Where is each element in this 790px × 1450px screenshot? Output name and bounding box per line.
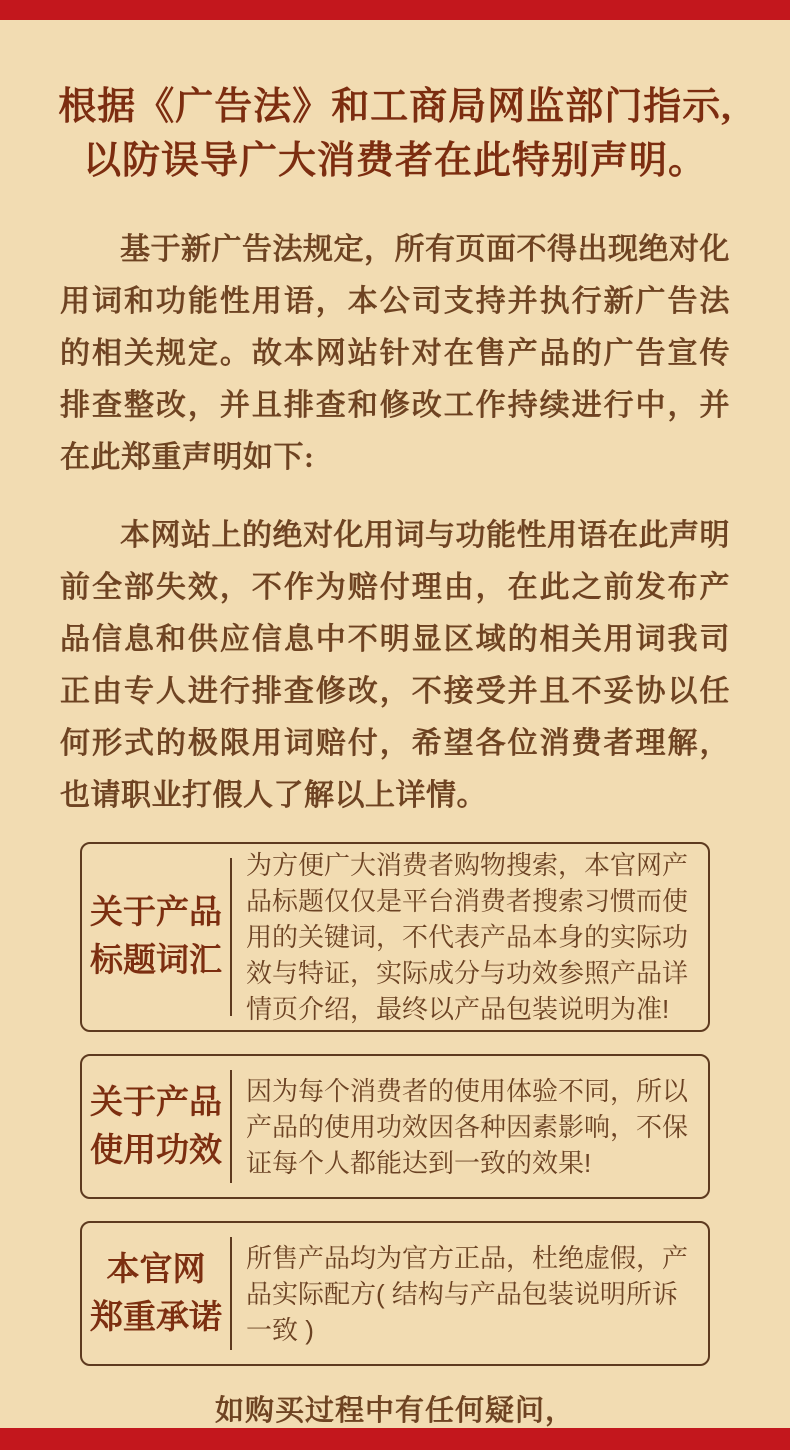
statement-paragraph-1: 基于新广告法规定，所有页面不得出现绝对化用词和功能性用语，本公司支持并执行新广告法的相关规定。故本网站针对在售产品的广告宣传排查整改，并且排查和修改工作持续进行中，并在此郑重声明如下:	[60, 233, 730, 474]
notice-box-text: 为方便广大消费者购物搜索，本官网产品标题仅仅是平台消费者搜索习惯而使用的关键词，不代表产品本身的实际功效与特证，实际成分与功效参照产品详情页介绍，最终以产品包装说明为准!	[246, 850, 689, 1024]
notice-box-label	[82, 1246, 230, 1342]
page-title	[0, 80, 790, 188]
notice-box-product-effect	[80, 1054, 710, 1199]
notice-box-list	[0, 842, 790, 1366]
notice-box-label-line1: 关于产品	[90, 895, 222, 931]
notice-box-label-line2: 郑重承诺	[90, 1299, 222, 1336]
notice-box-label	[82, 1079, 230, 1175]
notice-box-label-line2: 使用功效	[90, 1132, 222, 1169]
page-title-line1: 根据《广告法》和工商局网监部门指示,	[58, 86, 732, 128]
notice-box-label	[82, 889, 230, 985]
notice-box-text: 所售产品均为官方正品，杜绝虚假，产品实际配方( 结构与产品包装说明所诉一致 )	[246, 1242, 689, 1345]
footer-note-line1: 如购买过程中有任何疑问，	[214, 1395, 575, 1427]
statement-paragraph-2: 本网站上的绝对化用词与功能性用语在此声明前全部失效，不作为赔付理由，在此之前发布产品信息和供应信息中不明显区域的相关用词我司正由专人进行排查修改，不接受并且不妥协以任何形式的极限用词赔付，希望各位消费者理解，也请职业打假人了解以上详情。	[60, 519, 730, 812]
page-title-line2: 以防误导广大消费者在此特别声明。	[82, 140, 707, 182]
notice-box-product-title	[80, 842, 710, 1032]
notice-box-official-promise	[80, 1221, 710, 1366]
notice-box-label-line2: 标题词汇	[90, 943, 222, 979]
notice-box-label-line1: 本官网	[106, 1251, 206, 1288]
notice-box-label-line1: 关于产品	[90, 1084, 222, 1121]
bottom-red-band	[0, 1428, 790, 1450]
top-red-band	[0, 0, 790, 20]
notice-box-text: 因为每个消费者的使用体验不同，所以产品的使用功效因各种因素影响，不保证每个人都能达到一致的效果!	[246, 1075, 689, 1178]
